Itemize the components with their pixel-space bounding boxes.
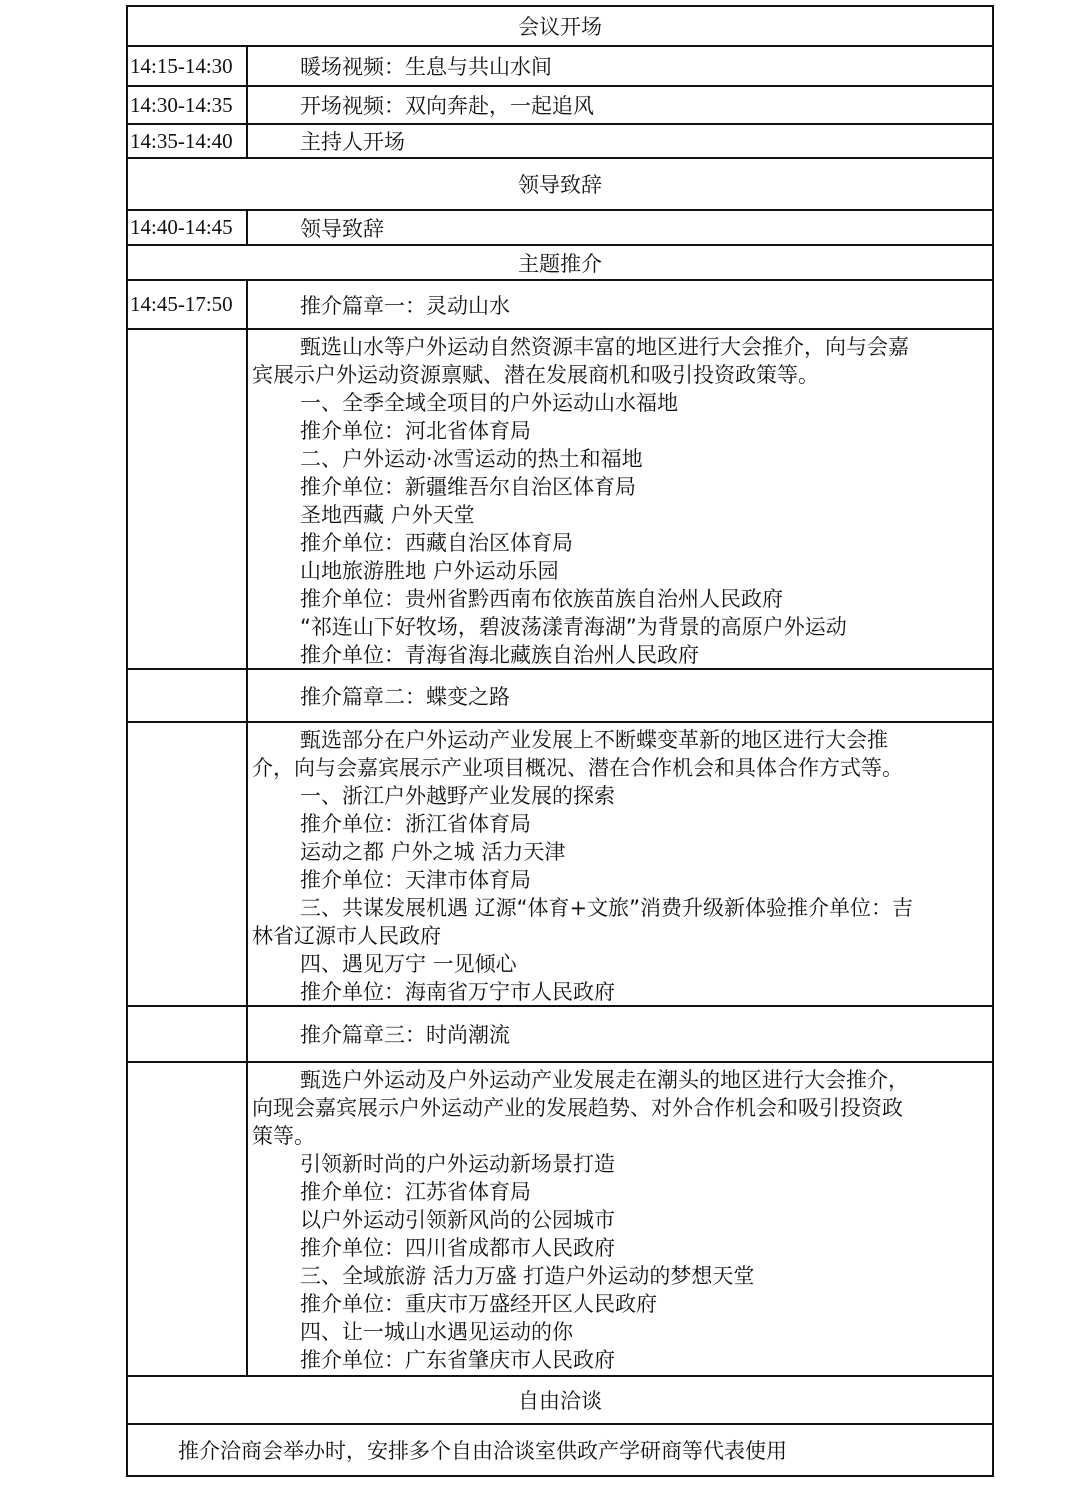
table-row bbox=[126, 45, 994, 85]
body-line: 山地旅游胜地 户外运动乐园 bbox=[300, 559, 559, 583]
chapter-body bbox=[248, 1063, 992, 1375]
content-cell: 主持人开场 bbox=[300, 130, 405, 154]
body-line: 三、共谋发展机遇 辽源“体育+文旅”消费升级新体验推介单位：吉 bbox=[300, 896, 914, 920]
section-theme-header bbox=[126, 244, 994, 279]
section-leaders-header bbox=[126, 157, 994, 209]
body-line: 推介单位：江苏省体育局 bbox=[300, 1180, 531, 1204]
chapter-body bbox=[248, 330, 992, 668]
body-line: 推介单位：浙江省体育局 bbox=[300, 812, 531, 836]
body-line: 运动之都 户外之城 活力天津 bbox=[300, 840, 566, 864]
empty-cell bbox=[128, 1063, 248, 1375]
body-line: 宾展示户外运动资源禀赋、潜在发展商机和吸引投资政策等。 bbox=[252, 363, 819, 387]
body-line: 甄选户外运动及户外运动产业发展走在潮头的地区进行大会推介， bbox=[300, 1068, 909, 1092]
body-line: 一、全季全域全项目的户外运动山水福地 bbox=[300, 391, 678, 415]
table-row bbox=[126, 123, 994, 157]
table-row bbox=[126, 85, 994, 123]
table-row bbox=[126, 1061, 994, 1375]
content-cell: 暖场视频：生息与共山水间 bbox=[300, 55, 552, 79]
body-line: 甄选部分在户外运动产业发展上不断蝶变革新的地区进行大会推 bbox=[300, 728, 888, 752]
empty-cell bbox=[128, 330, 248, 668]
section-free-header bbox=[126, 1375, 994, 1423]
body-line: 圣地西藏 户外天堂 bbox=[300, 503, 475, 527]
time-cell: 14:15-14:30 bbox=[128, 47, 248, 85]
body-line: 推介单位：广东省肇庆市人民政府 bbox=[300, 1348, 615, 1372]
table-row bbox=[126, 328, 994, 668]
body-line: 推介单位：海南省万宁市人民政府 bbox=[300, 980, 615, 1004]
body-line: 四、遇见万宁 一见倾心 bbox=[300, 952, 517, 976]
time-cell: 14:35-14:40 bbox=[128, 125, 248, 157]
body-line: 引领新时尚的户外运动新场景打造 bbox=[300, 1152, 615, 1176]
table-row bbox=[126, 209, 994, 244]
section-title: 会议开场 bbox=[518, 15, 602, 39]
empty-cell bbox=[128, 670, 248, 721]
body-line: 三、全域旅游 活力万盛 打造户外运动的梦想天堂 bbox=[300, 1264, 755, 1288]
body-line: 四、让一城山水遇见运动的你 bbox=[300, 1320, 573, 1344]
free-talk-note bbox=[126, 1423, 994, 1477]
section-title: 领导致辞 bbox=[518, 173, 602, 197]
content-cell: 领导致辞 bbox=[300, 216, 384, 241]
time-cell: 14:40-14:45 bbox=[128, 211, 248, 244]
empty-cell bbox=[128, 723, 248, 1005]
body-line: 推介单位：贵州省黔西南布依族苗族自治州人民政府 bbox=[300, 587, 783, 611]
body-line: 林省辽源市人民政府 bbox=[252, 924, 441, 948]
section-title: 自由洽谈 bbox=[518, 1389, 602, 1413]
body-line: “祁连山下好牧场，碧波荡漾青海湖”为背景的高原户外运动 bbox=[300, 615, 847, 639]
table-row bbox=[126, 668, 994, 721]
body-line: 推介单位：河北省体育局 bbox=[300, 419, 531, 443]
empty-cell bbox=[128, 1007, 248, 1061]
table-row bbox=[126, 279, 994, 328]
table-row bbox=[126, 1005, 994, 1061]
body-line: 策等。 bbox=[252, 1124, 315, 1148]
body-line: 介，向与会嘉宾展示产业项目概况、潜在合作机会和具体合作方式等。 bbox=[252, 756, 903, 780]
body-line: 一、浙江户外越野产业发展的探索 bbox=[300, 784, 615, 808]
body-line: 二、户外运动·冰雪运动的热土和福地 bbox=[300, 447, 643, 471]
body-line: 以户外运动引领新风尚的公园城市 bbox=[300, 1208, 615, 1232]
body-line: 推介单位：青海省海北藏族自治州人民政府 bbox=[300, 643, 699, 667]
body-line: 推介单位：重庆市万盛经开区人民政府 bbox=[300, 1292, 657, 1316]
section-opening-header bbox=[126, 5, 994, 45]
body-line: 向现会嘉宾展示户外运动产业的发展趋势、对外合作机会和吸引投资政 bbox=[252, 1096, 903, 1120]
body-line: 甄选山水等户外运动自然资源丰富的地区进行大会推介，向与会嘉 bbox=[300, 335, 909, 359]
chapter-body bbox=[248, 723, 992, 1005]
body-line: 推介单位：西藏自治区体育局 bbox=[300, 531, 573, 555]
table-row bbox=[126, 721, 994, 1005]
chapter-title: 推介篇章一：灵动山水 bbox=[300, 293, 510, 318]
body-line: 推介单位：天津市体育局 bbox=[300, 868, 531, 892]
section-title: 主题推介 bbox=[518, 251, 602, 276]
chapter-title: 推介篇章三：时尚潮流 bbox=[300, 1023, 510, 1047]
time-cell: 14:45-17:50 bbox=[128, 281, 248, 328]
note-text: 推介洽商会举办时，安排多个自由洽谈室供政产学研商等代表使用 bbox=[178, 1439, 787, 1463]
body-line: 推介单位：新疆维吾尔自治区体育局 bbox=[300, 475, 636, 499]
time-cell: 14:30-14:35 bbox=[128, 87, 248, 123]
body-line: 推介单位：四川省成都市人民政府 bbox=[300, 1236, 615, 1260]
content-cell: 开场视频：双向奔赴，一起追风 bbox=[300, 94, 594, 118]
chapter-title: 推介篇章二：蝶变之路 bbox=[300, 684, 510, 709]
